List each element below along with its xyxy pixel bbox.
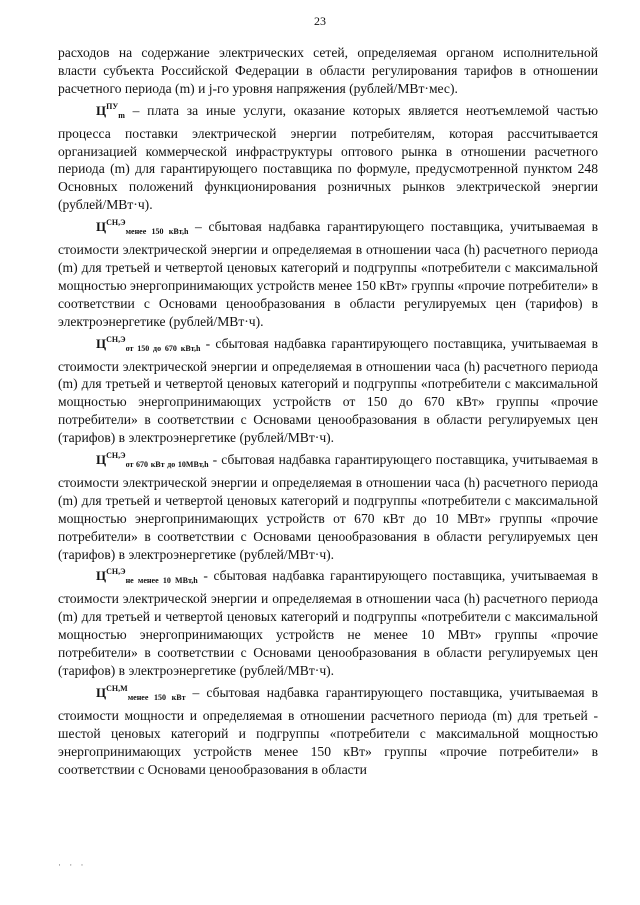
formula-superscript: СН,Э xyxy=(106,567,126,577)
paragraph-continuation: расходов на содержание электрических сетей, определяемая органом исполнительной власти субъекта Российской Федерации в области регулирования тарифов в отношении расчетного периода (m) и j-го уровня напряжения (рублей/МВт·мес). xyxy=(58,45,598,96)
formula-symbol: Ц xyxy=(96,219,107,235)
definition-paragraph xyxy=(58,331,598,447)
formula-symbol: Ц xyxy=(96,452,107,468)
formula-superscript: СН,М xyxy=(106,683,128,693)
formula-superscript: СН,Э xyxy=(106,451,126,461)
formula-symbol: Ц xyxy=(96,335,107,351)
definition-paragraph xyxy=(58,447,598,563)
definition-paragraph xyxy=(58,214,598,330)
formula-superscript: СН,Э xyxy=(106,218,126,228)
document-body xyxy=(58,44,598,778)
formula-subscript: менее 150 кВт,h xyxy=(125,227,189,237)
definition-text: – сбытовая надбавка гарантирующего поставщика, учитываемая в стоимости мощности и определяемая в отношении расчетного периода (m) для третьей - шестой ценовых категорий и подгруппы «потребители с максимальной мощностью энергопринимающих устройств менее 150 кВт» группы «прочие потребители» в соответствии с Основами ценообразования в области xyxy=(58,684,598,777)
scan-mark: · · · xyxy=(58,860,87,870)
formula-subscript: менее 150 кВт xyxy=(127,692,186,702)
formula-subscript: от 150 до 670 кВт,h xyxy=(125,343,201,353)
formula-symbol: Ц xyxy=(96,684,107,700)
page-number: 23 xyxy=(314,14,326,28)
formula-symbol: Ц xyxy=(96,102,107,118)
definition-text: – плата за иные услуги, оказание которых является неотъемлемой частью процесса поставки электрической энергии потребителям, которая рассчитывается организацией коммерческой инфраструктуры оптового рынка в отношении расчетного периода (m) для гарантирующего поставщика по формуле, предусмотренной пунктом 248 Основных положений функционирования розничных рынков электрической энергии (рублей/МВт·ч). xyxy=(58,102,598,213)
formula-subscript: от 670 кВт до 10МВт,h xyxy=(125,460,209,470)
definition-paragraph xyxy=(58,563,598,679)
formula-symbol: Ц xyxy=(96,568,107,584)
formula-subscript: m xyxy=(118,110,125,120)
definition-paragraph xyxy=(58,98,598,214)
formula-superscript: ПУ xyxy=(106,101,119,111)
definition-text: - сбытовая надбавка гарантирующего поставщика, учитываемая в стоимости электрической энергии и определяемая в отношении часа (h) расчетного периода (m) для третьей и четвертой ценовых категорий и подгруппы «потребители с максимальной мощностью энергопринимающих устройств не менее 10 МВт» группы «прочие потребители» в соответствии с Основами ценообразования в области регулируемых цен (тарифов) в электроэнергетике (рублей/МВт·ч). xyxy=(58,568,598,678)
formula-subscript: не менее 10 МВт,h xyxy=(125,576,198,586)
definition-paragraph xyxy=(58,680,598,779)
formula-superscript: СН,Э xyxy=(106,334,126,344)
definition-text: - сбытовая надбавка гарантирующего поставщика, учитываемая в стоимости электрической энергии и определяемая в отношении часа (h) расчетного периода (m) для третьей и четвертой ценовых категорий и подгруппы «потребители с максимальной мощностью энергопринимающих устройств от 670 кВт до 10 МВт» группы «прочие потребители» в соответствии с Основами ценообразования в области регулируемых цен (тарифов) в электроэнергетике (рублей/МВт·ч). xyxy=(58,452,598,562)
definition-text: – сбытовая надбавка гарантирующего поставщика, учитываемая в стоимости электрической энергии и определяемая в отношении часа (h) расчетного периода (m) для третьей и четвертой ценовых категорий и подгруппы «потребители с максимальной мощностью энергопринимающих устройств менее 150 кВт» группы «прочие потребители» в соответствии с Основами ценообразования в области регулируемых цен (тарифов) в электроэнергетике (рублей/МВт·ч). xyxy=(58,219,599,329)
definition-text: - сбытовая надбавка гарантирующего поставщика, учитываемая в стоимости электрической энергии и определяемая в отношении часа (h) расчетного периода (m) для третьей и четвертой ценовых категорий и подгруппы «потребители с максимальной мощностью энергопринимающих устройств от 150 до 670 кВт» группы «прочие потребители» в соответствии с Основами ценообразования в области регулируемых цен (тарифов) в электроэнергетике (рублей/МВт·ч). xyxy=(58,335,598,446)
